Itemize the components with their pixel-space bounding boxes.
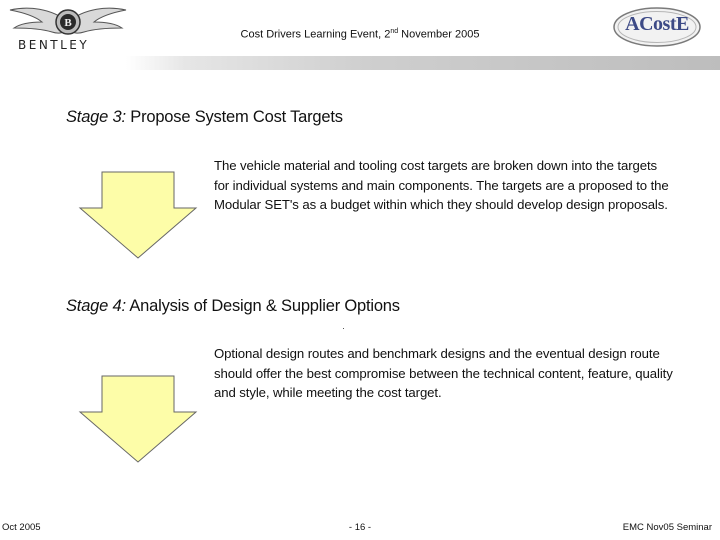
stray-dot <box>343 328 344 329</box>
header-divider-bar <box>126 56 720 70</box>
stage-4-title: Analysis of Design & Supplier Options <box>125 297 400 315</box>
footer-event-name: EMC Nov05 Seminar <box>622 522 712 533</box>
stage-3-description: The vehicle material and tooling cost targets are broken down into the targets for individual systems and main components. The targets are a proposed to the Modular SET's as a budget within which they should develop design proposals. <box>214 158 669 212</box>
presentation-title: Cost Drivers Learning Event, 2nd November 2005 <box>240 28 480 41</box>
bentley-wordmark: BENTLEY <box>18 38 90 52</box>
stage-4-heading <box>66 297 400 316</box>
acoste-wordmark: ACostE <box>625 13 689 35</box>
stage-3-title: Propose System Cost Targets <box>125 108 343 126</box>
stage-3-label: Stage 3: <box>66 108 126 126</box>
down-arrow-icon <box>78 374 198 464</box>
svg-text:B: B <box>64 17 72 29</box>
footer-date: Oct 2005 <box>2 522 41 533</box>
stage-4-label: Stage 4: <box>66 297 126 315</box>
stage-3-heading <box>66 108 343 127</box>
page-number: - 16 - <box>348 522 372 533</box>
down-arrow-icon <box>78 170 198 260</box>
stage-4-description: Optional design routes and benchmark designs and the eventual design route should offer the best compromise between the technical content, feature, quality and style, while meeting the cost target. <box>214 346 673 400</box>
